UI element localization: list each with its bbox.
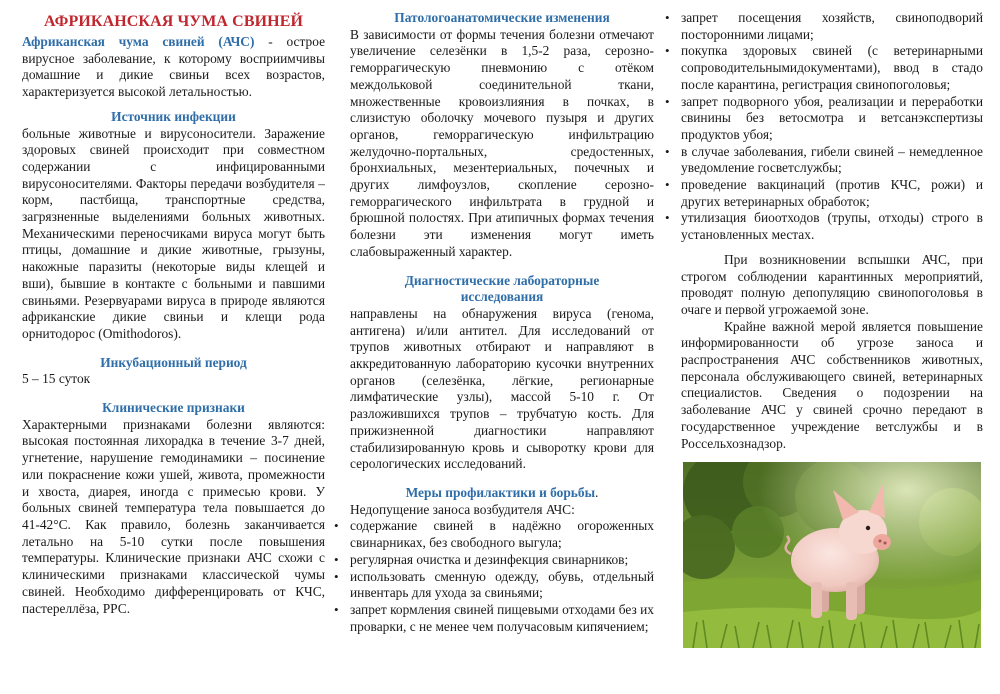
- piglet-in-grass-icon: [683, 462, 981, 648]
- column-left: [22, 10, 325, 617]
- prevention-list-middle: [350, 518, 654, 635]
- prevention-heading-text: Меры профилактики и борьбы: [405, 484, 596, 500]
- outbreak-paragraph-1: При возникновении вспышки АЧС, при строгом соблюдении карантинных мероприятий, проводят полную депопуляцию свинопоголовья в очаге и первой угрожаемой зоне.: [681, 251, 983, 317]
- intro-text: - острое вирусное заболевание, к которому восприимчивы домашние и дикие свиньи всех возрастов, характеризуется высокой летальностью.: [22, 34, 326, 100]
- prevention-list-item: • использовать сменную одежду, обувь, отдельный инвентарь для ухода за свиньями;: [350, 569, 654, 602]
- diagnostics-heading: Диагностические лабораторные исследования: [404, 272, 600, 305]
- outbreak-paragraph-2: [681, 319, 983, 453]
- page-title: АФРИКАНСКАЯ ЧУМА СВИНЕЙ: [43, 13, 304, 30]
- intro-paragraph: [22, 34, 325, 101]
- clinical-text: Характерными признаками болезни являются: высокая постоянная лихорадка в течение 3-7 дней, угнетение, нарушение гемодинамики – посинение или покраснение кожи ушей, живота, промежности и хвоста, диарея, иногда с примесью крови. У больных свиней температура тела повышается до 41-42°С. Как правило, болезнь заканчивается летально на 5-10 сутки после повышения температуры. Клинические признаки АЧС схожи с клиническими признаками классической чумы свиней. Необходимо дифференцировать от КЧС, пастереллёза, РРС.: [22, 416, 325, 616]
- prevention-list-item: • содержание свиней в надёжно огороженных свинарниках, без свободного выгула;: [350, 518, 654, 551]
- prevention-list-right: [681, 10, 983, 244]
- prevention-list-item: • утилизация биоотходов (трупы, отходы) строго в установленных местах.: [681, 210, 983, 243]
- intro-term: Африканская чума свиней (АЧС): [22, 34, 255, 49]
- prevention-list-item: • покупка здоровых свиней (с ветеринарными сопроводительнымидокументами), ввод в стадо после карантина, регистрация свинопоголовья;: [681, 43, 983, 93]
- outbreak-paragraph-2-text: Крайне важной мерой является повышение информированности об угрозе заноса и распространения АЧС собственников животных, персонала обслуживающего свиней, ветеринарных специалистов. Сведения о подозрении на заболевание АЧС у свиней срочно передают в государственное учреждение ветслужбы и в Россельхознадзор.: [681, 318, 983, 451]
- prevention-list-item: • в случае заболевания, гибели свиней – немедленное уведомление госветслужбы;: [681, 144, 983, 177]
- prevention-list-item: • запрет подворного убоя, реализации и переработки свинины без ветосмотра и ветсанэкспертизы продуктов убоя;: [681, 94, 983, 144]
- prevention-intro: Недопущение заноса возбудителя АЧС:: [350, 501, 575, 517]
- prevention-heading: [350, 485, 654, 502]
- prevention-list-item: • проведение вакцинаций (против КЧС, рожи) и других ветеринарных обработок;: [681, 177, 983, 210]
- prevention-heading-suffix: .: [595, 484, 599, 500]
- source-heading: Источник инфекции: [111, 108, 236, 124]
- piglet-photo: [683, 462, 981, 648]
- column-middle: [350, 10, 654, 635]
- pathology-text: В зависимости от формы течения болезни отмечают увеличение селезёнки в 1,5-2 раза, серозно-геморрагическую пневмонию с отёком междольковой соединительной ткани, множественные кровоизлияния в почках, в слизистую оболочку мочевого пузыря и других органов, геморрагическую инфильтрацию желудочно-портальных, средостенных, бронхиальных, мезентериальных, почечных и других лимфоузлов, скопление серозно-геморрагического инфильтрата в грудной и брюшной полостях. При атипичных формах течения болезни эти изменения могут иметь слабовыраженный характер.: [350, 26, 654, 259]
- diagnostics-text: направлены на обнаружения вируса (генома, антигена) и/или антител. Для исследований от трупов животных отбирают и направляют в аккредитованную лабораторию кусочки внутренних органов (селезёнка, лёгкие, регионарные лимфатические узлы), массой 5-10 г. От разложившихся трупов – трубчатую кость. Для прижизненной диагностики направляют стабилизированную кровь и сыворотку крови для серологических исследований.: [350, 305, 654, 472]
- column-right: [681, 10, 983, 452]
- prevention-list-item: • запрет посещения хозяйств, свиноподворий посторонними лицами;: [681, 10, 983, 43]
- prevention-list-item: • запрет кормления свиней пищевыми отходами без их проварки, с не менее чем получасовым кипячением;: [350, 602, 654, 635]
- prevention-list-item: • регулярная очистка и дезинфекция свинарников;: [350, 552, 654, 569]
- incubation-text: 5 – 15 суток: [22, 371, 91, 387]
- incubation-heading: Инкубационный период: [100, 354, 247, 370]
- source-text: больные животные и вирусоносители. Заражение здоровых свиней происходит при совместном содержании с инфицированными вирусоносителями. Факторы передачи возбудителя – корм, пастбища, транспортные средства, загрязненные выделениями больных животных. Механическими переносчиками вируса могут быть птицы, домашние и дикие животные, грызуны, накожные паразиты (некоторые виды клещей и вши), бывшие в контакте с больными и павшими свиньями. Резервуарами вируса в природе являются африканские дикие свиньи и клещи рода орнитодорос (Omithodoros).: [22, 125, 325, 341]
- clinical-heading: Клинические признаки: [102, 400, 245, 416]
- pathology-heading: Патологоанатомические изменения: [394, 10, 610, 25]
